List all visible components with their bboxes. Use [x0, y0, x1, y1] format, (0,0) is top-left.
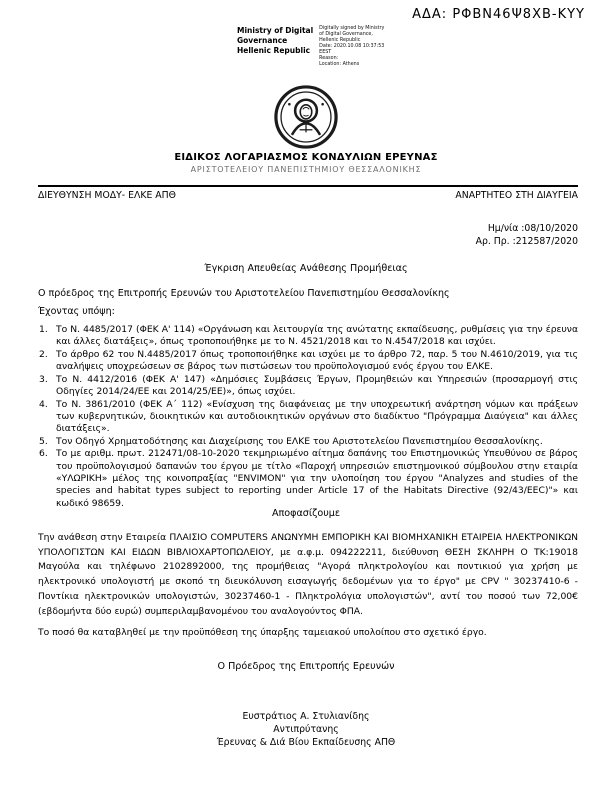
item-number: 6. [39, 448, 48, 460]
item-number: 2. [39, 348, 48, 360]
stamp-signature-details: Digitally signed by Ministry of Digital Governance, Hellenic Republic Date: 2020.10.08 10:37:53 EEST Reason: Location: Athens [319, 26, 385, 67]
item-text: Τον Οδηγό Χρηματοδότησης και Διαχείρισης του ΕΛΚΕ του Αριστοτελείου Πανεπιστημίου Θεσσαλονίκης. [56, 435, 543, 447]
payment-note: Το ποσό θα καταβληθεί με την προϋπόθεση της ύπαρξης ταμειακού υπολοίπου στο σχετικό έργο. [38, 627, 487, 638]
item-number: 1. [39, 324, 48, 335]
doc-protocol-number: Αρ. Πρ. :212587/2020 [475, 236, 578, 248]
signatory-position-detail: Έρευνας & Διά Βίου Εκπαίδευσης ΑΠΘ [216, 737, 396, 749]
org-name: ΕΙΔΙΚΟΣ ΛΟΓΑΡΙΑΣΜΟΣ ΚΟΝΔΥΛΙΩΝ ΕΡΕΥΝΑΣ [174, 152, 438, 163]
item-text: Το με αριθμ. πρωτ. 212471/08-10-2020 τεκμηριωμένο αίτημα δαπάνης του Επιστημονικώς Υπευθύνου σε βάρος του προϋπολογισμού δαπανών του έργου με τίτλο «Παροχή υπηρεσιών επιστημονικού σύμβουλου στην εταιρία «ΥΛΩΡΙΚΗ» μέλος της κοινοπραξίας "ENVIMON" για την υλοποίηση του έργου "Analyzes and studies of the species and habitat types subject to reporting under Article 17 of the Habitats Directive (92/43/EEC)"» και κωδικό 98659. [56, 448, 578, 509]
item-number: 4. [39, 398, 48, 410]
auth-seal-icon [274, 85, 338, 149]
consideration-item [38, 349, 578, 374]
ada-code: ΑΔΑ: ΡΦΒΝ46Ψ8ΧΒ-ΚΥΥ [412, 7, 585, 22]
department-row [38, 190, 578, 201]
letterhead [0, 85, 612, 174]
item-text: Το Ν. 3861/2010 (ΦΕΚ Α΄ 112) «Ενίσχυση της διαφάνειας με την υποχρεωτική ανάρτηση νόμων και πράξεων των κυβερνητικών, διοικητικών και αυτοδιοικητικών οργάνων στο διαδίκτυο "Πρόγραμμα Διαύγεια" και άλλες διατάξεις». [56, 398, 578, 435]
decision-heading: Αποφασίζουμε [271, 508, 341, 519]
item-text: Το Ν. 4485/2017 (ΦΕΚ Α' 114) «Οργάνωση και λειτουργία της ανώτατης εκπαίδευσης, ρυθμίσεις για την έρευνα και άλλες διατάξεις», όπως τροποποιήθηκε με το Ν. 4521/2018 και το Ν.4547/2018 και ισχύει. [56, 324, 578, 348]
digital-signature-stamp [237, 26, 384, 68]
item-text: Το Ν. 4412/2016 (ΦΕΚ Α' 147) «Δημόσιες Συμβάσεις Έργων, Προμηθειών και Υπηρεσιών (προσαρμογή στις Οδηγίες 2014/24/ΕΕ και 2014/25/ΕΕ)», όπως ισχύει. [56, 373, 578, 398]
considerations-list [38, 324, 578, 510]
consideration-item [38, 448, 578, 510]
having-regard-line: Έχοντας υπόψη: [38, 306, 115, 317]
stamp-ministry-name: Ministry of Digital Governance Hellenic Republic [237, 26, 314, 55]
item-number: 3. [39, 373, 48, 385]
signatory-role: Ο Πρόεδρος της Επιτροπής Ερευνών [217, 661, 395, 672]
consideration-item [38, 399, 578, 436]
item-number: 5. [39, 435, 48, 447]
consideration-item [38, 436, 578, 448]
consideration-item [38, 324, 578, 349]
item-text: Το άρθρο 62 του Ν.4485/2017 όπως τροποποιήθηκε και ισχύει με το άρθρο 72, παρ. 5 του Ν.4610/2019, για τις αναλήψεις υποχρεώσεων σε βάρος των πιστώσεων του προϋπολογισμού ενός έργου του ΕΛΚΕ. [56, 348, 578, 373]
doc-meta [476, 222, 578, 249]
doc-title: Έγκριση Απευθείας Ανάθεσης Προμήθειας [204, 263, 408, 274]
signatory-name: Ευστράτιος Α. Στυλιανίδης [242, 711, 370, 722]
department-label: ΔΙΕΥΘΥΝΣΗ ΜΟΔΥ- ΕΛΚΕ ΑΠΘ [38, 190, 176, 201]
signature-block [0, 710, 612, 749]
signatory-position: Αντιπρύτανης [273, 724, 339, 736]
decision-paragraph: Την ανάθεση στην Εταιρεία ΠΛΑΙΣΙΟ COMPUTERS ΑΝΩΝΥΜΗ ΕΜΠΟΡΙΚΗ ΚΑΙ ΒΙΟΜΗΧΑΝΙΚΗ ΕΤΑΙΡΕΙΑ ΗΛΕΚΤΡΟΝΙΚΩΝ ΥΠΟΛΟΓΙΣΤΩΝ ΚΑΙ ΕΙΔΩΝ ΒΙΒΛΙΟΧΑΡΤΟΠΩΛΕΙΟΥ, με α.φ.μ. 094222211, διεύθυνση ΘΕΣΗ ΣΚΛΗΡΗ Ο ΤΚ:19018 Μαγούλα και τηλέφωνο 2102892000, της προμήθειας "Αγορά πληκτρολογίου και ποντικιού για χρήση με ηλεκτρονικό υπολογιστή με σκοπό τη διευκόλυνση εισαγωγής δεδομένων για το έργο" με CPV " 30237410-6 - Ποντίκια ηλεκτρονικών υπολογιστών, 30237460-1 - Πληκτρολόγια υπολογιστών", αντί του ποσού των 72,00€ (εβδομήντα δύο ευρώ) συμπεριλαμβανομένου του αναλογούντος ΦΠΑ. [38, 532, 578, 617]
header-divider [38, 185, 578, 187]
org-subtitle: ΑΡΙΣΤΟΤΕΛΕΙΟΥ ΠΑΝΕΠΙΣΤΗΜΙΟΥ ΘΕΣΣΑΛΟΝΙΚΗΣ [190, 165, 422, 174]
consideration-item [38, 374, 578, 399]
doc-date: Ημ/νία :08/10/2020 [487, 223, 578, 234]
author-line: Ο πρόεδρος της Επιτροπής Ερευνών του Αριστοτελείου Πανεπιστημίου Θεσσαλονίκης [38, 288, 450, 299]
diavgeia-posting-label: ΑΝΑΡΤΗΤΕΟ ΣΤΗ ΔΙΑΥΓΕΙΑ [455, 190, 578, 201]
